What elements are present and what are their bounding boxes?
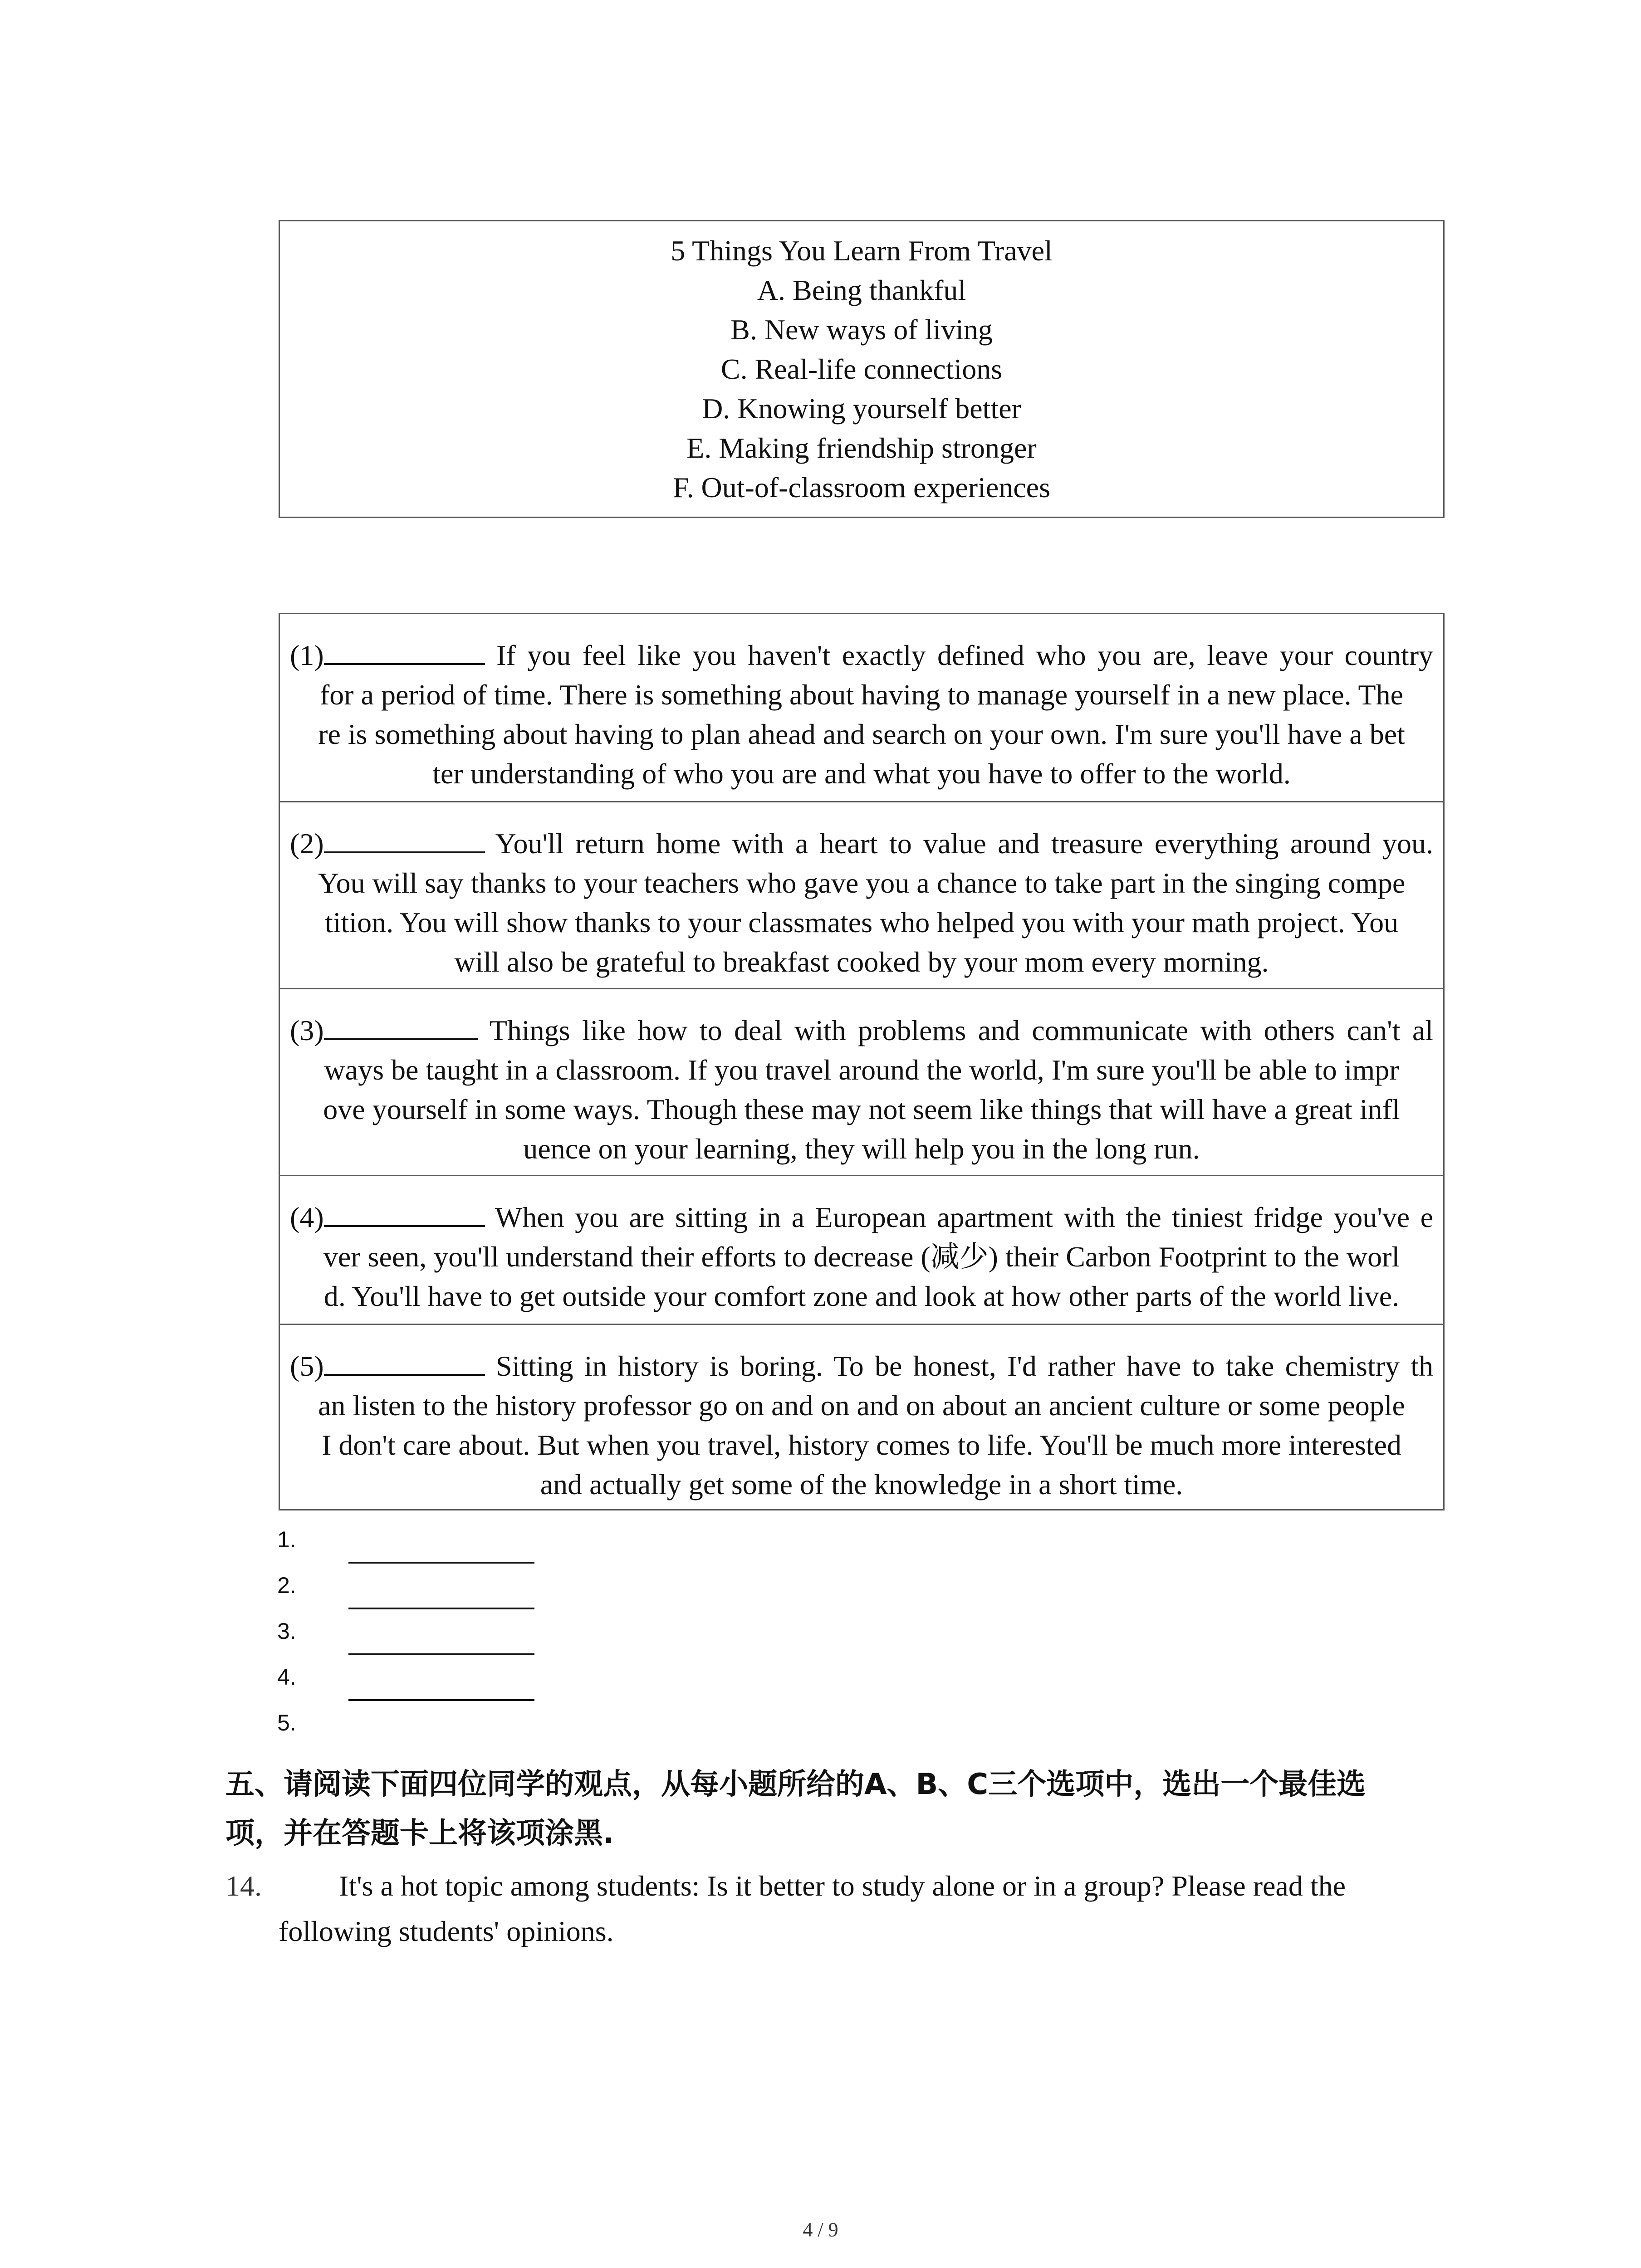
- paragraph-5-first-line: (5) Sitting in history is boring. To be honest, I'd rather have to take chemistry th: [290, 1346, 1433, 1386]
- headings-box: [279, 220, 1445, 518]
- answer-line[interactable]: [348, 1699, 534, 1701]
- paragraph-line: an listen to the history professor go on and on and on about an ancient culture or some people: [318, 1389, 1405, 1422]
- heading-option-e: E. Making friendship stronger: [686, 432, 1037, 464]
- paragraph-4-first-line: (4) When you are sitting in a European apartment with the tiniest fridge you've e: [290, 1197, 1433, 1237]
- answer-number: 3.: [277, 1618, 296, 1644]
- paragraph-line: will also be grateful to breakfast cooked by your mom every morning.: [454, 946, 1269, 978]
- paragraph-line: d. You'll have to get outside your comfort zone and look at how other parts of the world live.: [323, 1280, 1400, 1312]
- paragraph-number: (3): [290, 1014, 324, 1046]
- paragraph-line: You will say thanks to your teachers who gave you a chance to take part in the singing compe: [318, 867, 1406, 899]
- paragraph-number: (1): [290, 639, 324, 671]
- paragraph-cell-3: [280, 989, 1443, 1176]
- paragraph-line: ter understanding of who you are and what you have to offer to the world.: [432, 758, 1291, 790]
- answer-number: 1.: [277, 1527, 296, 1552]
- answer-blank: [324, 635, 485, 665]
- heading-option-a: A. Being thankful: [757, 274, 966, 306]
- answer-blank: [324, 1346, 485, 1376]
- question-14-text-line-2: following students' opinions.: [279, 1915, 614, 1947]
- paragraph-number: (2): [290, 827, 324, 860]
- paragraph-cell-1: [280, 614, 1443, 802]
- paragraph-line: for a period of time. There is something about having to manage yourself in a new place. The: [319, 679, 1404, 711]
- heading-option-b: B. New ways of living: [730, 313, 993, 346]
- paragraph-cell-5: [280, 1325, 1443, 1509]
- paragraph-number: (4): [290, 1201, 324, 1233]
- answer-number: 5.: [277, 1710, 296, 1735]
- question-14-text-line-1: It's a hot topic among students: Is it better to study alone or in a group? Please read the: [339, 1870, 1346, 1902]
- answer-number: 2.: [277, 1573, 296, 1598]
- heading-option-f: F. Out-of-classroom experiences: [673, 471, 1050, 503]
- paragraph-line: and actually get some of the knowledge in a short time.: [540, 1468, 1183, 1501]
- paragraph-2-first-line: (2) You'll return home with a heart to value and treasure everything around you.: [290, 823, 1433, 863]
- paragraph-line: I don't care about. But when you travel, history comes to life. You'll be much more interested: [322, 1429, 1401, 1461]
- answer-line[interactable]: [348, 1562, 534, 1564]
- heading-option-d: D. Knowing yourself better: [702, 392, 1021, 425]
- answer-line[interactable]: [348, 1653, 534, 1655]
- answer-number: 4.: [277, 1664, 296, 1690]
- headings-title: 5 Things You Learn From Travel: [671, 235, 1053, 267]
- answer-blank: [324, 1010, 478, 1040]
- paragraph-cell-2: [280, 802, 1443, 989]
- section-five-heading: [225, 1760, 1450, 1858]
- section-heading-line-2: 项，并在答题卡上将该项涂黑.: [225, 1817, 614, 1850]
- paragraph-line: tition. You will show thanks to your classmates who helped you with your math project. You: [324, 906, 1399, 938]
- paragraph-line: uence on your learning, they will help you in the long run.: [523, 1133, 1200, 1165]
- answer-line[interactable]: [348, 1608, 534, 1609]
- paragraph-number: (5): [290, 1350, 324, 1382]
- section-heading-line-1: 五、请阅读下面四位同学的观点，从每小题所给的A、B、C三个选项中，选出一个最佳选: [225, 1768, 1366, 1801]
- heading-option-c: C. Real-life connections: [720, 353, 1003, 385]
- answer-blank: [324, 1197, 485, 1227]
- paragraph-line: ove yourself in some ways. Though these may not seem like things that will have a great infl: [323, 1093, 1400, 1125]
- paragraph-table: [279, 613, 1445, 1510]
- paragraph-cell-4: [280, 1176, 1443, 1325]
- paragraph-1-first-line: (1) If you feel like you haven't exactly defined who you are, leave your country: [290, 635, 1433, 675]
- answer-blank: [324, 823, 485, 853]
- paragraph-3-first-line: (3) Things like how to deal with problems and communicate with others can't al: [290, 1010, 1433, 1050]
- paragraph-line: re is something about having to plan ahead and search on your own. I'm sure you'll have a bet: [318, 718, 1405, 750]
- paragraph-line: ver seen, you'll understand their efforts to decrease (减少) their Carbon Footprint to the worl: [323, 1241, 1400, 1273]
- paragraph-line: ways be taught in a classroom. If you travel around the world, I'm sure you'll be able to impr: [324, 1054, 1399, 1086]
- question-number: 14.: [225, 1870, 262, 1902]
- page-number: 4 / 9: [803, 2219, 838, 2241]
